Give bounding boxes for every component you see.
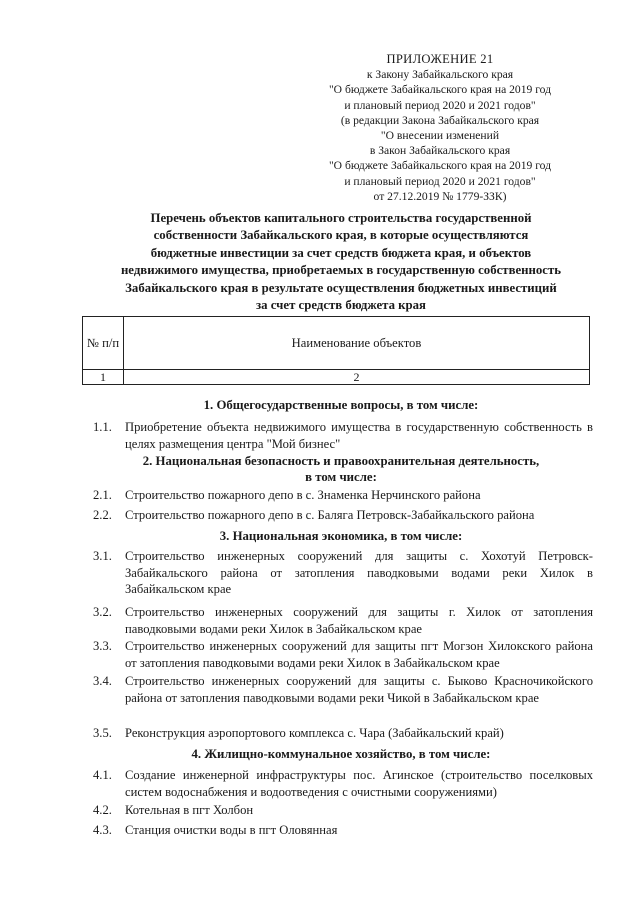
item-text: Строительство инженерных сооружений для защиты с. Хохотуй Петровск-Забайкальского района от затопления паводковыми водами реки Хилок в Забайкальском крае <box>125 549 593 597</box>
list-item <box>93 673 593 706</box>
list-item <box>93 507 593 524</box>
appendix-number: ПРИЛОЖЕНИЕ 21 <box>386 52 494 66</box>
list-item <box>93 638 593 671</box>
list-item <box>93 767 593 800</box>
item-text: Строительство инженерных сооружений для защиты пгт Могзон Хилокского района от затопления паводковыми водами реки Хилок в Забайкальском крае <box>125 639 593 670</box>
item-text: Строительство инженерных сооружений для защиты г. Хилок от затопления паводковыми водами реки Хилок в Забайкальском крае <box>125 605 593 636</box>
section-title: 3. Национальная экономика, в том числе: <box>219 529 463 543</box>
appendix-header <box>300 52 580 204</box>
number-column-index: 1 <box>83 370 124 385</box>
item-number: 4.2. <box>93 803 112 817</box>
item-text: Строительство пожарного депо в с. Баляга Петровск-Забайкальского района <box>125 508 535 522</box>
title-line: Перечень объектов капитального строительства государственной <box>150 211 532 225</box>
appendix-line: в Закон Забайкальского края <box>369 144 511 158</box>
appendix-line: "О внесении изменений <box>380 129 500 143</box>
number-column-header: № п/п <box>83 317 124 370</box>
section-title-line: 2. Национальная безопасность и правоохранительная деятельность, <box>142 454 540 468</box>
list-item <box>93 725 593 742</box>
list-item <box>93 604 593 637</box>
title-line: собственности Забайкальского края, в которые осуществляются <box>153 228 529 243</box>
item-number: 3.4. <box>93 674 112 688</box>
item-text: Станция очистки воды в пгт Оловянная <box>125 823 338 837</box>
title-line: за счет средств бюджета края <box>256 298 426 313</box>
title-line: Забайкальского края в результате осуществления бюджетных инвестиций <box>125 280 557 295</box>
item-text: Котельная в пгт Холбон <box>125 803 254 817</box>
appendix-line: "О бюджете Забайкальского края на 2019 год <box>328 83 552 97</box>
item-text: Строительство пожарного депо в с. Знаменка Нерчинского района <box>125 488 481 502</box>
list-item <box>93 822 593 839</box>
item-number: 3.1. <box>93 549 112 563</box>
section-title: 1. Общегосударственные вопросы, в том числе: <box>203 398 479 412</box>
appendix-line: к Закону Забайкальского края <box>366 68 514 82</box>
item-text: Строительство инженерных сооружений для защиты с. Быково Красночикойского района от затопления паводковыми водами реки Чикой в Забайкальском крае <box>125 674 593 705</box>
item-text: Создание инженерной инфраструктуры пос. Агинское (строительство поселковых систем водоснабжения и водоотведения с очистными сооружениями) <box>125 768 593 799</box>
name-column-header: Наименование объектов <box>124 317 590 370</box>
section-title-line: в том числе: <box>305 470 377 484</box>
item-text: Реконструкция аэропортового комплекса с. Чара (Забайкальский край) <box>125 726 504 740</box>
objects-table-header <box>82 316 590 385</box>
appendix-line: от 27.12.2019 № 1779-ЗЗК) <box>373 189 507 203</box>
item-number: 2.1. <box>93 488 112 502</box>
list-item <box>93 419 593 452</box>
item-text: Приобретение объекта недвижимого имущества в государственную собственность в целях размещения центра "Мой бизнес" <box>125 420 593 451</box>
title-line: недвижимого имущества, приобретаемых в государственную собственность <box>120 263 562 278</box>
item-number: 4.1. <box>93 768 112 782</box>
section-title: 4. Жилищно-коммунальное хозяйство, в том числе: <box>191 747 491 761</box>
document-title <box>92 210 590 314</box>
item-number: 2.2. <box>93 508 112 522</box>
appendix-line: и плановый период 2020 и 2021 годов" <box>344 98 536 112</box>
title-line: бюджетные инвестиции за счет средств бюджета края, и объектов <box>150 245 532 260</box>
item-number: 1.1. <box>93 420 112 434</box>
list-item <box>93 487 593 504</box>
section-title <box>92 453 590 485</box>
item-number: 4.3. <box>93 823 112 837</box>
appendix-line: "О бюджете Забайкальского края на 2019 год <box>328 159 552 173</box>
list-item <box>93 548 593 598</box>
item-number: 3.2. <box>93 605 112 619</box>
item-number: 3.5. <box>93 726 112 740</box>
appendix-line: и плановый период 2020 и 2021 годов" <box>344 174 536 188</box>
appendix-line: (в редакции Закона Забайкальского края <box>340 113 540 127</box>
item-number: 3.3. <box>93 639 112 653</box>
list-item <box>93 802 593 819</box>
name-column-index: 2 <box>124 370 590 385</box>
